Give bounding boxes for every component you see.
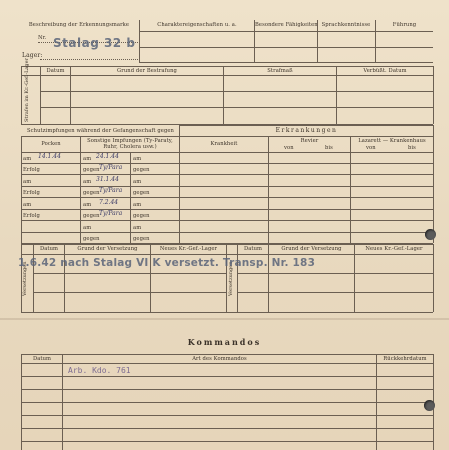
- vacc-row6-prefix2: gegen: [133, 213, 150, 219]
- paper-fold: [0, 318, 449, 320]
- punch-hole-lower: [424, 400, 435, 411]
- punch-hole-upper: [425, 229, 436, 240]
- vacc-row6-label: Erfolg: [23, 213, 40, 219]
- kommandos-col-return: Rückkehrdatum: [383, 356, 427, 362]
- nr-label: Nr.: [38, 35, 47, 41]
- vacc-row3-label: am: [23, 179, 32, 185]
- vacc-row1-other: 24.1.44: [96, 153, 119, 160]
- kommandos-col-type: Art des Kommandos: [192, 356, 247, 362]
- transfers-col-new-camp-right: Neues Kr.-Gef.-Lager: [365, 246, 423, 252]
- transfers-col-reason-left: Grund der Versetzung: [77, 246, 138, 252]
- col-other-vaccinations: Sonstige Impfungen (Ty-Paraty, Ruhr, Cholera usw.): [87, 138, 173, 150]
- vacc-row5-other: 7.2.44: [99, 199, 119, 206]
- vacc-row8-prefix2: gegen: [133, 236, 150, 242]
- vacc-row3-other: 31.1.44: [96, 176, 119, 183]
- illnesses-title: Erkrankungen: [275, 127, 338, 134]
- vacc-row4-prefix2: gegen: [133, 190, 150, 196]
- vacc-row8-prefix: gegen: [83, 236, 100, 242]
- col-abilities-header: Besondere Fähigkeiten: [255, 22, 318, 28]
- col-illness: Krankheit: [210, 141, 238, 147]
- lazarett-von: von: [366, 145, 376, 151]
- lazarett-bis: bis: [408, 145, 416, 151]
- col-description-header: Beschreibung der Erkennungsmarke: [28, 22, 130, 28]
- col-language-header: Sprachkenntnisse: [321, 22, 371, 28]
- vacc-row7-prefix2: am: [133, 225, 142, 231]
- col-character-header: Charaktereigenschaften u. a.: [157, 22, 237, 28]
- stalag-stamp: Stalag 32 b: [53, 36, 136, 50]
- vacc-row6-other: Ty/Para: [99, 210, 123, 217]
- transfers-side-label-left: Versetzungen: [22, 261, 28, 296]
- col-pox: Pocken: [41, 141, 61, 147]
- vacc-row4-other: Ty/Para: [99, 187, 123, 194]
- kommandos-col-date: Datum: [32, 356, 52, 362]
- vacc-row5-prefix: am: [83, 202, 92, 208]
- transfers-col-reason-right: Grund der Versetzung: [281, 246, 342, 252]
- vacc-row2-other: Ty/Para: [99, 164, 123, 171]
- vacc-row2-prefix: gegen: [83, 167, 100, 173]
- col-lazarett: Lazarett — Krankenhaus: [358, 138, 426, 144]
- penalties-col-reason: Grund der Bestrafung: [117, 68, 177, 74]
- vacc-row5-label: am: [23, 202, 32, 208]
- penalties-side-label: Strafen im Kr.-Gef.-Lager: [24, 58, 30, 122]
- vacc-row1-pox: 14.1.44: [38, 153, 61, 160]
- transfers-col-date-left: Datum: [39, 246, 59, 252]
- penalties-col-date: Datum: [46, 68, 65, 74]
- transfers-col-new-camp-left: Neues Kr.-Gef.-Lager: [159, 246, 218, 252]
- col-revier: Revier: [300, 138, 319, 144]
- vacc-row7-prefix: am: [83, 225, 92, 231]
- penalties-col-measure: Strafmaß: [267, 68, 293, 74]
- vacc-row1-label: am: [23, 156, 32, 162]
- revier-bis: bis: [325, 145, 333, 151]
- vacc-row3-prefix2: am: [133, 179, 142, 185]
- col-leadership-header: Führung: [392, 22, 417, 28]
- vaccinations-title: Schutzimpfungen während der Gefangenschaft gegen: [27, 128, 174, 134]
- transfer-stamp: 1.6.42 nach Stalag VI K versetzt. Transp. Nr. 183: [18, 257, 316, 269]
- vacc-row1-prefix2: am: [133, 156, 142, 162]
- vacc-row4-label: Erfolg: [23, 190, 40, 196]
- penalties-col-served: Verbüßt. Datum: [363, 68, 407, 74]
- vacc-row2-label: Erfolg: [23, 167, 40, 173]
- transfers-col-date-right: Datum: [243, 246, 263, 252]
- vacc-row6-prefix: gegen: [83, 213, 100, 219]
- kommando-entry: Arb. Kdo. 761: [68, 366, 131, 375]
- kommandos-title: Kommandos: [187, 337, 262, 347]
- vacc-row3-prefix: am: [83, 179, 92, 185]
- vacc-row5-prefix2: am: [133, 202, 142, 208]
- lager-label: Lager:: [22, 52, 43, 59]
- vacc-row1-prefix: am: [83, 156, 92, 162]
- revier-von: von: [284, 145, 294, 151]
- transfers-side-label-right: Versetzungen: [228, 261, 234, 296]
- vacc-row2-prefix2: gegen: [133, 167, 150, 173]
- vacc-row4-prefix: gegen: [83, 190, 100, 196]
